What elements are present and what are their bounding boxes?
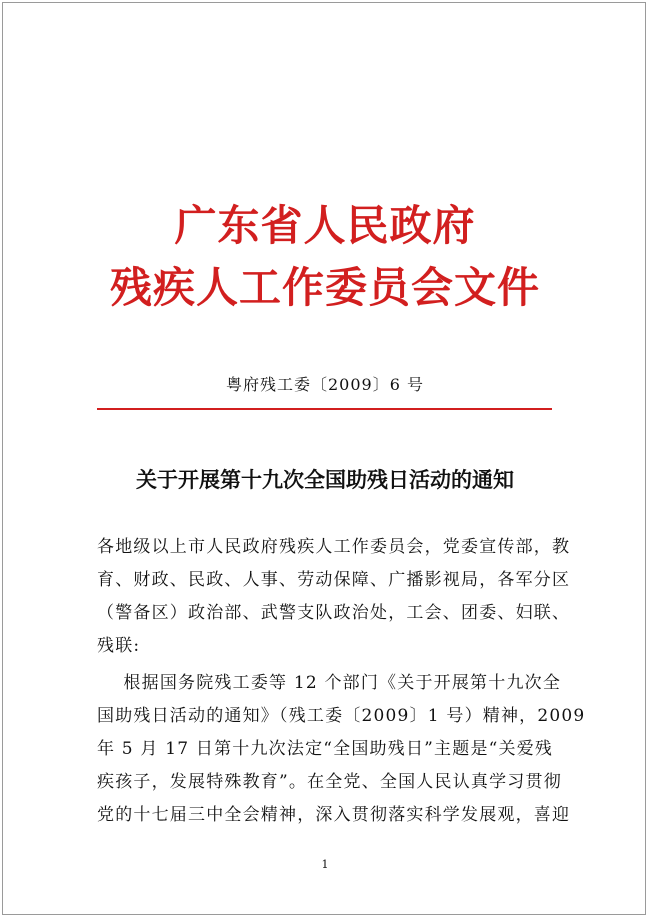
body-line: 疾孩子，发展特殊教育”。在全党、全国人民认真学习贯彻 <box>97 772 562 792</box>
notice-title: 关于开展第十九次全国助残日活动的通知 <box>136 467 514 492</box>
issuer-title-line-2: 残疾人工作委员会文件 <box>109 263 540 312</box>
red-divider-line <box>97 408 552 410</box>
body-line: 党的十七届三中全会精神，深入贯彻落实科学发展观，喜迎 <box>97 805 571 825</box>
page-number: 1 <box>321 858 329 871</box>
body-line: 根据国务院残工委等 12 个部门《关于开展第十九次全 <box>97 673 562 693</box>
body-line: 各地级以上市人民政府残疾人工作委员会，党委宣传部，教 <box>97 537 571 557</box>
issuer-title-line-1: 广东省人民政府 <box>174 201 476 250</box>
body-line: 年 5 月 17 日第十九次法定“全国助残日”主题是“关爱残 <box>97 739 554 759</box>
body-line: 国助残日活动的通知》（残工委〔2009〕1 号）精神，2009 <box>97 706 586 726</box>
body-line: 残联: <box>97 636 141 656</box>
body-line: 育、财政、民政、人事、劳动保障、广播影视局，各军分区 <box>97 570 571 590</box>
document-number: 粤府残工委〔2009〕6 号 <box>226 375 424 394</box>
body-line: （警备区）政治部、武警支队政治处，工会、团委、妇联、 <box>97 603 571 623</box>
